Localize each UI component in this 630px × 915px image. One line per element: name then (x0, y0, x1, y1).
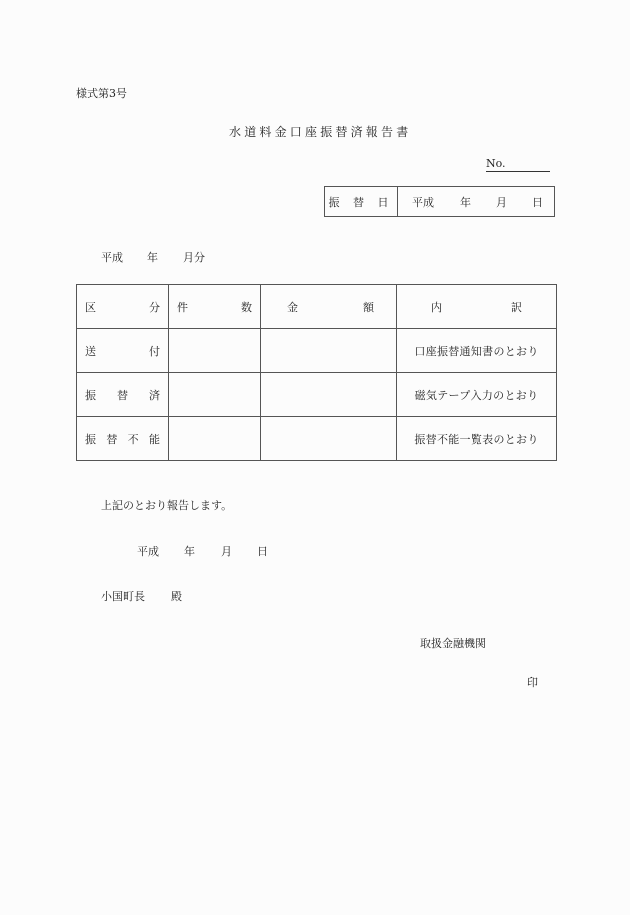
row-count-cell[interactable] (169, 329, 261, 373)
table-header-row (77, 285, 557, 329)
table-row (77, 417, 557, 461)
document-number-field[interactable] (486, 157, 550, 172)
header-category: 区 分 (77, 285, 169, 329)
addressee-honorific: 殿 (171, 590, 182, 603)
report-date-day: 日 (257, 545, 268, 558)
header-breakdown: 内 訳 (397, 285, 557, 329)
closing-statement: 上記のとおり報告します。 (101, 499, 233, 512)
document-number-label: No. (486, 157, 506, 170)
table-row (77, 373, 557, 417)
period-era: 平成 (101, 251, 123, 264)
transfer-date-month: 月 (496, 195, 507, 209)
summary-table (76, 284, 557, 461)
transfer-date-field[interactable] (398, 187, 554, 216)
transfer-date-day: 日 (532, 195, 543, 209)
row-amount-cell[interactable] (261, 417, 397, 461)
transfer-date-era: 平成 (412, 195, 434, 209)
seal-label: 印 (527, 676, 538, 689)
report-date-year: 年 (184, 545, 195, 558)
row-category: 振 替 済 (77, 373, 169, 417)
addressee-name: 小国町長 (101, 590, 145, 603)
row-amount-cell[interactable] (261, 329, 397, 373)
row-count-cell[interactable] (169, 373, 261, 417)
header-count: 件 数 (169, 285, 261, 329)
header-amount: 金 額 (261, 285, 397, 329)
report-date-month: 月 (221, 545, 232, 558)
form-number: 様式第3号 (76, 87, 127, 100)
transfer-date-year: 年 (460, 195, 471, 209)
period-month: 月分 (183, 251, 205, 264)
row-category: 振 替 不 能 (77, 417, 169, 461)
period-year: 年 (147, 251, 158, 264)
table-row (77, 329, 557, 373)
transfer-date-box (324, 186, 555, 217)
row-breakdown: 口座振替通知書のとおり (397, 329, 557, 373)
transfer-date-label: 振 替 日 (325, 187, 398, 216)
row-count-cell[interactable] (169, 417, 261, 461)
document-title: 水道料金口座振替済報告書 (229, 125, 412, 139)
row-category: 送 付 (77, 329, 169, 373)
financial-institution-label: 取扱金融機関 (420, 637, 486, 650)
row-amount-cell[interactable] (261, 373, 397, 417)
report-date-era: 平成 (137, 545, 159, 558)
row-breakdown: 磁気テープ入力のとおり (397, 373, 557, 417)
row-breakdown: 振替不能一覧表のとおり (397, 417, 557, 461)
